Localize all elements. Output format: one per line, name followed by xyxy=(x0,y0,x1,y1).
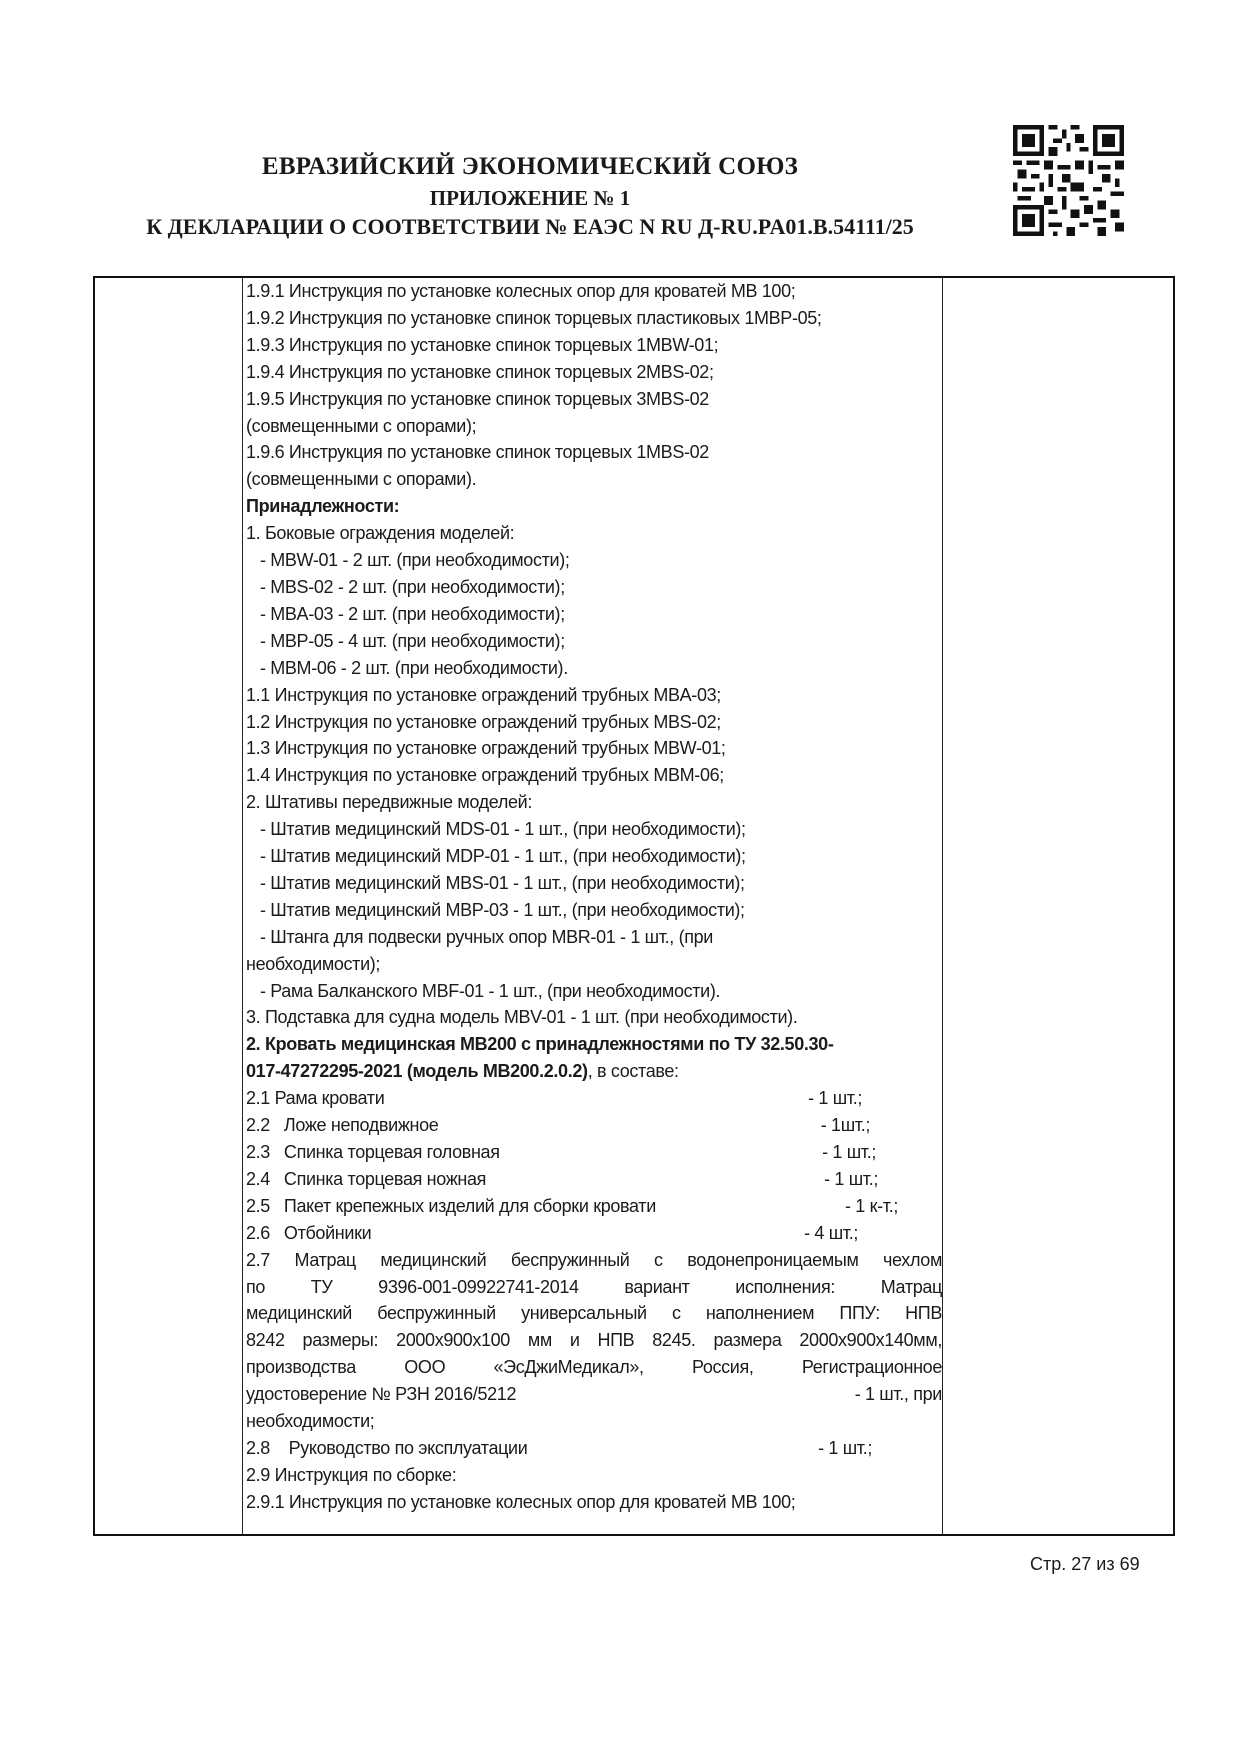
table-line: - Штанга для подвески ручных опор MBR-01 - 1 шт., (при xyxy=(246,926,714,947)
table-line: 1.4 Инструкция по установке ограждений трубных MBM-06; xyxy=(246,765,724,786)
table-line: 2.9.1 Инструкция по установке колесных опор для кроватей МВ 100; xyxy=(246,1491,796,1512)
table-line: необходимости); xyxy=(246,953,381,974)
table-line: (совмещенными с опорами). xyxy=(246,469,477,490)
table-line: 1. Боковые ограждения моделей: xyxy=(246,523,515,544)
mattress-line: медицинский беспружинный универсальный с наполнением ППУ: НПВ xyxy=(246,1303,942,1324)
table-line: - Штатив медицинский MBP-03 - 1 шт., (при необходимости); xyxy=(246,899,745,920)
component-row: 2.4 Спинка торцевая ножная - 1 шт.; xyxy=(246,1168,878,1189)
product-heading: 2. Кровать медицинская МВ200 с принадлежностями по ТУ 32.50.30- xyxy=(246,1034,834,1055)
table-line: 3. Подставка для судна модель MBV-01 - 1 шт. (при необходимости). xyxy=(246,1007,798,1028)
appendix-title: ПРИЛОЖЕНИЕ № 1 xyxy=(429,186,631,210)
table-line: - MBW-01 - 2 шт. (при необходимости); xyxy=(246,550,570,571)
table-line: 1.9.1 Инструкция по установке колесных опор для кроватей МВ 100; xyxy=(246,281,796,301)
declaration-title: К ДЕКЛАРАЦИИ О СООТВЕТСТВИИ № ЕАЭС N RU Д-RU.PA01.B.54111/25 xyxy=(146,214,914,239)
table-line: 1.1 Инструкция по установке ограждений трубных MBA-03; xyxy=(246,684,721,705)
product-model: 017-47272295-2021 (модель МВ200.2.0.2) xyxy=(246,1061,588,1082)
component-row: 2.8 Руководство по эксплуатации - 1 шт.; xyxy=(246,1437,872,1458)
component-row: 2.6 Отбойники - 4 шт.; xyxy=(246,1222,858,1243)
table-line: 1.2 Инструкция по установке ограждений трубных MBS-02; xyxy=(246,711,721,732)
table-line: - Штатив медицинский MBS-01 - 1 шт., (при необходимости); xyxy=(246,872,745,893)
product-composition-label: , в составе: xyxy=(587,1061,679,1082)
component-row: 2.3 Спинка торцевая головная - 1 шт.; xyxy=(246,1142,876,1162)
table-line: 1.9.5 Инструкция по установке спинок торцевых 3MBS-02 xyxy=(246,388,709,409)
table-line: - MBS-02 - 2 шт. (при необходимости); xyxy=(246,576,565,597)
mattress-line: необходимости; xyxy=(246,1411,375,1432)
mattress-line: 8242 размеры: 2000х900х100 мм и НПВ 8245. размера 2000х900х140мм, xyxy=(246,1330,942,1351)
table-line: - Рама Балканского MBF-01 - 1 шт., (при необходимости). xyxy=(246,980,721,1001)
table-line: 2. Штативы передвижные моделей: xyxy=(246,792,533,813)
section-heading-accessories: Принадлежности: xyxy=(246,496,400,517)
table-line: (совмещенными с опорами); xyxy=(246,415,477,436)
table-line: - MBA-03 - 2 шт. (при необходимости); xyxy=(246,603,565,624)
table-line: - Штатив медицинский MDS-01 - 1 шт., (при необходимости); xyxy=(246,819,746,840)
table-line: 1.3 Инструкция по установке ограждений трубных MBW-01; xyxy=(246,738,726,759)
mattress-line: удостоверение № РЗН 2016/5212 - 1 шт., при xyxy=(246,1384,942,1405)
component-row: 2.5 Пакет крепежных изделий для сборки кровати - 1 к-т.; xyxy=(246,1195,898,1216)
table-line: 1.9.4 Инструкция по установке спинок торцевых 2MBS-02; xyxy=(246,361,714,382)
table-line: 1.9.6 Инструкция по установке спинок торцевых 1MBS-02 xyxy=(246,442,709,463)
declaration-table xyxy=(93,276,1175,1536)
table-line: 1.9.2 Инструкция по установке спинок торцевых пластиковых 1MBP-05; xyxy=(246,307,822,328)
table-line: - Штатив медицинский MDP-01 - 1 шт., (при необходимости); xyxy=(246,846,746,867)
table-line: 2.9 Инструкция по сборке: xyxy=(246,1464,457,1485)
component-row: 2.2 Ложе неподвижное - 1шт.; xyxy=(246,1115,870,1136)
table-column-notes xyxy=(943,278,1173,1534)
product-heading-cont xyxy=(246,1058,942,1085)
qr-code-icon xyxy=(1013,125,1124,236)
table-line: - MBP-05 - 4 шт. (при необходимости); xyxy=(246,630,565,651)
document-header xyxy=(0,150,1060,242)
mattress-line: по ТУ 9396-001-09922741-2014 вариант исполнения: Матрац xyxy=(246,1276,942,1297)
table-line: - MBM-06 - 2 шт. (при необходимости). xyxy=(246,657,568,678)
mattress-line: производства ООО «ЭсДжиМедикал», Россия, Регистрационное xyxy=(246,1357,942,1378)
table-line: 1.9.3 Инструкция по установке спинок торцевых 1MBW-01; xyxy=(246,334,719,355)
table-column-content xyxy=(243,278,943,1534)
page-number: Стр. 27 из 69 xyxy=(1030,1554,1140,1574)
union-title: ЕВРАЗИЙСКИЙ ЭКОНОМИЧЕСКИЙ СОЮЗ xyxy=(261,153,799,180)
mattress-line: 2.7 Матрац медицинский беспружинный с водонепроницаемым чехлом xyxy=(246,1249,942,1270)
table-column-number xyxy=(95,278,243,1534)
component-row: 2.1 Рама кровати - 1 шт.; xyxy=(246,1088,862,1109)
